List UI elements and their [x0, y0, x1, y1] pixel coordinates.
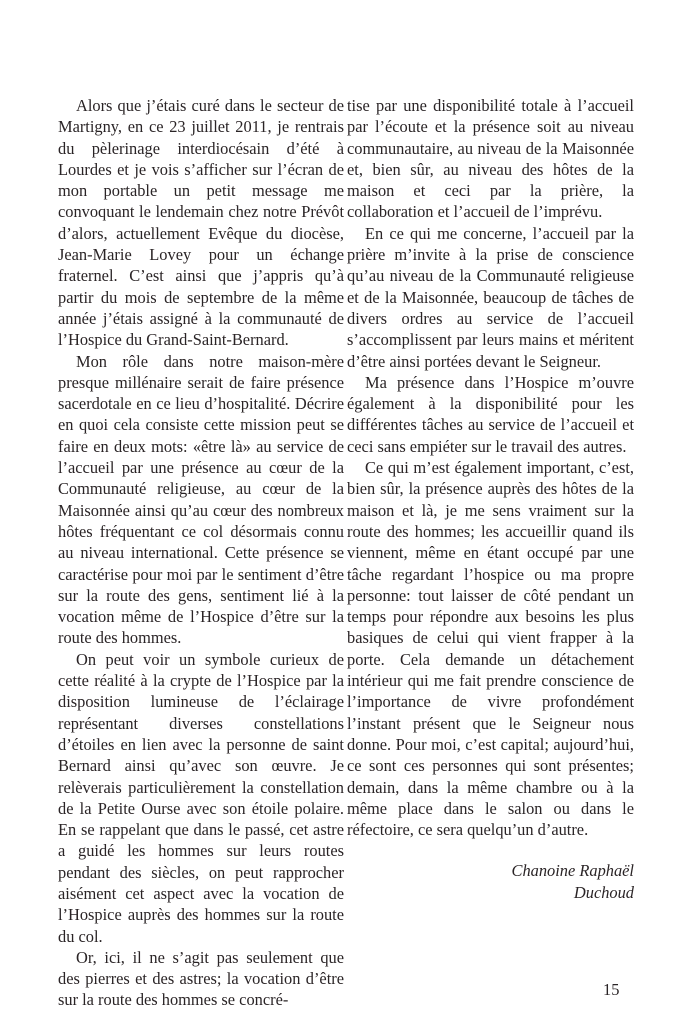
paragraph: Ma présence dans l’Hospice m’ouvre également à la disponibilité pour les différentes tâches au service de l’accueil et ceci sans empiéter sur le travail des autres.	[347, 372, 634, 456]
right-text-column	[347, 95, 634, 904]
page-number: 15	[603, 980, 620, 999]
paragraph: Alors que j’étais curé dans le secteur de Martigny, en ce 23 juillet 2011, je rentrais du pèlerinage interdiocésain d’été à Lourdes et je vois s’afficher sur l’écran de mon portable un petit message me convoquant le lendemain chez notre Prévôt d’alors, actuellement Evêque du diocèse, Jean-Marie Lovey pour un échange fraternel. C’est ainsi que j’appris qu’à partir du mois de septembre de la même année j’étais assigné à la communauté de l’Hospice du Grand-Saint-Bernard.	[58, 96, 344, 350]
paragraph: En ce qui me concerne, l’accueil par la prière m’invite à la prise de conscience qu’au niveau de la Communauté religieuse et de la Maisonnée, beaucoup de tâches de divers ordres au service de l’accueil s’accomplissent par leurs mains et méritent d’être ainsi portées devant le Seigneur.	[347, 223, 634, 371]
paragraph: Mon rôle dans notre maison-mère presque millénaire serait de faire présence sacerdotale en ce lieu d’hospitalité. Décrire en quoi cela consiste cette mission peut se faire en deux mots: «être là» au service de l’accueil par une présence au cœur de la Communauté religieuse, au cœur de la Maisonnée ainsi qu’au cœur des nombreux hôtes fréquentant ce col désormais connu au niveau international. Cette présence se caractérise pour moi par le sentiment d’être sur la route des gens, sentiment lié à la vocation même de l’Hospice d’être sur la route des hommes.	[58, 351, 344, 648]
author-title-name: Chanoine Raphaël	[511, 861, 634, 881]
author-signature	[347, 860, 634, 904]
author-surname: Duchoud	[573, 883, 634, 903]
paragraph-continuation: tise par une disponibilité totale à l’accueil par l’écoute et la présence soit au niveau communautaire, au niveau de la Maisonnée et, bien sûr, au niveau des hôtes de la maison et ceci par la prière, la collaboration et l’accueil de l’imprévu.	[347, 96, 634, 222]
paragraph: Ce qui m’est également important, c’est, bien sûr, la présence auprès des hôtes de la maison et là, je me sens vraiment sur la route des hommes; les accueillir quand ils viennent, même en étant occupé par une tâche regardant l’hospice ou ma propre personne: tout laisser de côté pendant un temps pour répondre aux besoins les plus basiques de celui qui vient frapper à la porte. Cela demande un détachement intérieur qui me fait prendre conscience de l’importance de vivre profondément l’instant présent que le Seigneur nous donne. Pour moi, c’est capital; aujourd’hui, ce sont ces personnes qui sont présentes; demain, dans la même chambre ou à la même place dans le salon ou dans le réfectoire, ce sera quelqu’un d’autre.	[347, 458, 634, 840]
paragraph: Or, ici, il ne s’agit pas seulement que des pierres et des astres; la vocation d’être sur la route des hommes se concré-	[58, 947, 344, 1010]
left-text-column	[58, 95, 344, 1011]
paragraph: On peut voir un symbole curieux de cette réalité à la crypte de l’Hospice par la disposition lumineuse de l’éclairage représentant diverses constellations d’étoiles en lien avec la personne de saint Bernard ainsi qu’avec son œuvre. Je relèverais particulièrement la constellation de la Petite Ourse avec son étoile polaire. En se rappelant que dans le passé, cet astre a guidé les hommes sur leurs routes pendant des siècles, on peut rapprocher aisément cet aspect avec la vocation de l’Hospice auprès des hommes sur la route du col.	[58, 649, 344, 946]
